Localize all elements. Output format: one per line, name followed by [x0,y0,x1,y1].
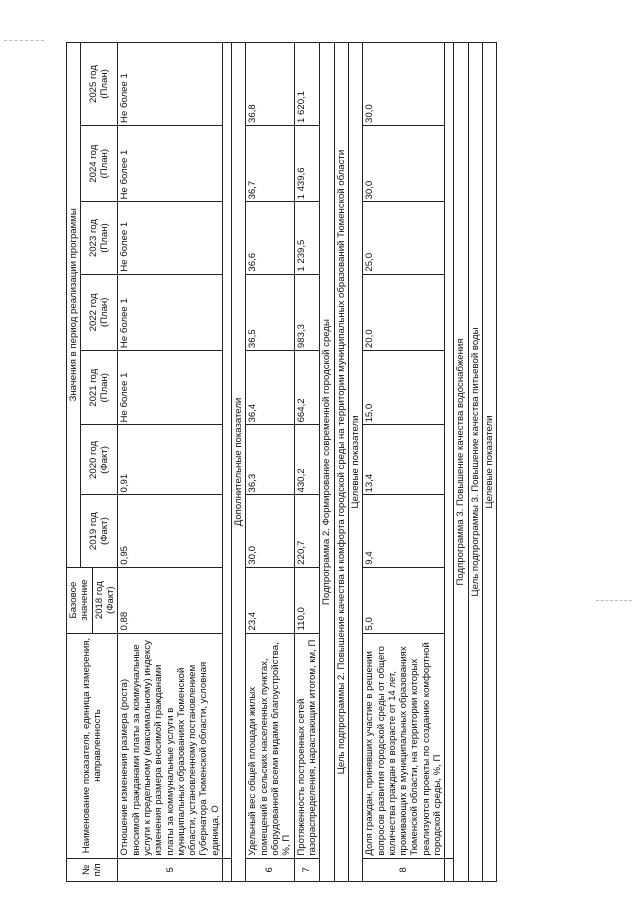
header-year-2020: 2020 год (Факт) [81,425,118,495]
section-row [334,43,348,882]
value-cell: 30,0 [246,495,294,567]
scan-mark [596,600,632,601]
value-cell: 0,91 [118,425,223,495]
rotated-table-container [66,42,536,882]
subprogram-2-goal: Цель подпрограммы 2. Повышение качества и комфорта городской среды на территории муниципальных образований Тюменской области [334,43,348,882]
value-cell: Не более 1 [118,202,223,274]
row-number: 7 [294,858,320,881]
header-values-title: Значения в период реализации программы [67,43,81,568]
header-year-2019: 2019 год (Факт) [81,495,118,567]
row-number: 5 [118,858,223,881]
spacer-row [223,43,232,882]
value-cell: 983,3 [294,274,320,350]
indicator-name: Удельный вес общей площади жилых помещений в сельских населенных пунктах, оборудованной всеми видами благоустройства, %, П [246,633,294,858]
indicator-name: Отношение изменения размера (роста) вносимой гражданами платы за коммунальные услуги к предельному (максимальному) индексу изменения размера вносимой гражданами платы за коммунальные услуги в муниципальных образованиях Тюменской области, установленному постановлением Губернатора Тюменской области, условная единица, О [118,633,223,858]
value-cell: 30,0 [363,125,445,201]
section-row [468,43,482,882]
value-cell: 36,8 [246,43,294,126]
subprogram-3-title: Подпрограмма 3. Повышение качества водоснабжения [454,43,468,882]
value-cell: Не более 1 [118,274,223,350]
subprogram-2-title: Подпрограмма 2. Формирование современной городской среды [320,43,334,882]
value-cell: Не более 1 [118,125,223,201]
value-cell: 23,4 [246,567,294,633]
value-cell: 5,0 [363,567,445,633]
scan-mark [4,40,44,41]
value-cell: 110,0 [294,567,320,633]
row-number: 8 [363,858,445,881]
value-cell: 430,2 [294,425,320,495]
indicator-name: Протяженность построенных сетей газораспределения, нарастающим итогом, км, П [294,633,320,858]
value-cell: Не более 1 [118,351,223,425]
value-cell: 0,88 [118,567,223,633]
header-year-2018: 2018 год (Факт) [92,567,118,633]
header-num: № п/п [67,858,118,881]
header-row-1 [67,43,81,882]
header-year-2021: 2021 год (План) [81,351,118,425]
value-cell: 1 239,5 [294,202,320,274]
value-cell: 25,0 [363,202,445,274]
row-number: 6 [246,858,294,881]
value-cell: 20,0 [363,274,445,350]
value-cell: 664,2 [294,351,320,425]
value-cell: 15,0 [363,351,445,425]
header-year-2022: 2022 год (План) [81,274,118,350]
subprogram-3-goal: Цель подпрограммы 3. Повышение качества питьевой воды [468,43,482,882]
header-year-2023: 2023 год (План) [81,202,118,274]
table-row [294,43,320,882]
value-cell: 9,4 [363,495,445,567]
value-cell: 0,95 [118,495,223,567]
header-base: Базовое значение [67,567,93,633]
section-row [232,43,246,882]
value-cell: 1 439,6 [294,125,320,201]
table-row [118,43,223,882]
indicators-table [66,42,497,882]
spacer-row [445,43,454,882]
header-year-2025: 2025 год (План) [81,43,118,126]
table-row [363,43,445,882]
header-name: Наименование показателя, единица измерения, направленность [67,633,118,858]
value-cell: 36,4 [246,351,294,425]
section-row [483,43,497,882]
value-cell: 220,7 [294,495,320,567]
section-row [348,43,362,882]
indicator-name: Доля граждан, принявших участие в решении вопросов развития городской среды от общего количества граждан в возрасте от 14 лет, проживающих в муниципальных образованиях Тюменской области, на территории которых реализуются проекты по созданию комфортной городской среды, %, П [363,633,445,858]
value-cell: Не более 1 [118,43,223,126]
value-cell: 1 620,1 [294,43,320,126]
value-cell: 36,7 [246,125,294,201]
value-cell: 36,5 [246,274,294,350]
value-cell: 30,0 [363,43,445,126]
value-cell: 36,3 [246,425,294,495]
table-row [246,43,294,882]
subprogram-3-target-indicators: Целевые показатели [483,43,497,882]
section-row [454,43,468,882]
header-year-2024: 2024 год (План) [81,125,118,201]
section-additional-indicators: Дополнительные показатели [232,43,246,882]
value-cell: 36,6 [246,202,294,274]
section-row [320,43,334,882]
subprogram-2-target-indicators: Целевые показатели [348,43,362,882]
value-cell: 13,4 [363,425,445,495]
